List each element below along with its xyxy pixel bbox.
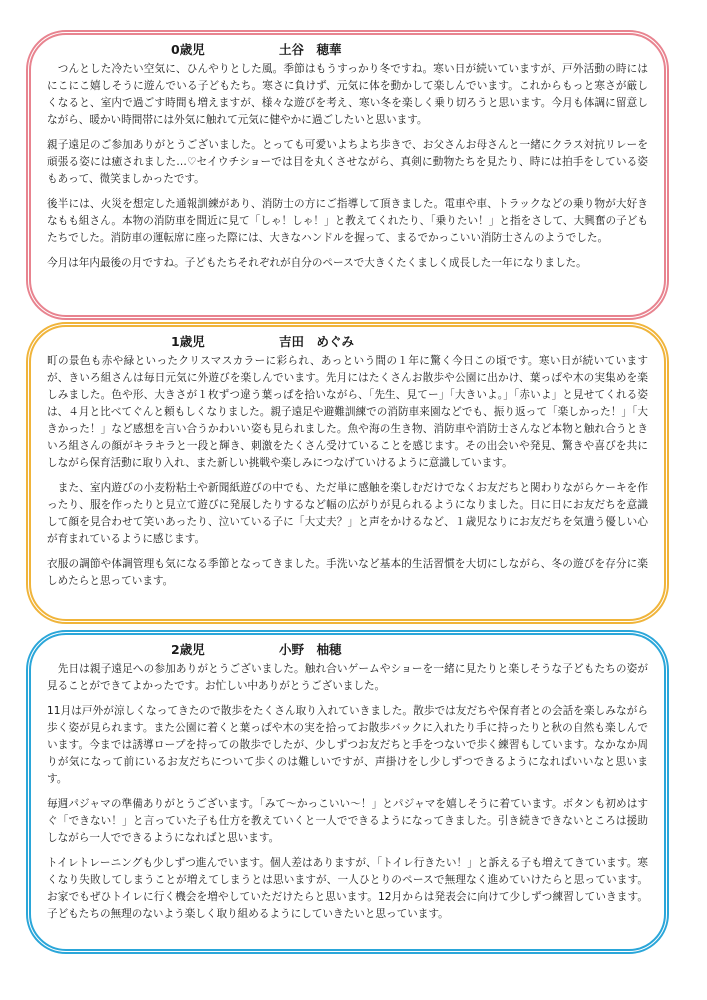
- class-2-section: [26, 630, 669, 954]
- paragraph: 毎週パジャマの準備ありがとうございます。「みて～かっこいい～！」とパジャマを嬉しそうに着ています。ボタンも初めはすぐ「できない！」と言っていた子も仕方を教えていくと一人でできるようになってきました。引き続きできないところは援助しながら一人でできるようになればと思います。: [47, 798, 648, 844]
- section-header: [47, 641, 648, 659]
- paragraph: 町の景色も赤や緑といったクリスマスカラーに彩られ、あっという間の１年に驚く今日この頃です。寒い日が続いていますが、きいろ組さんは毎日元気に外遊びを楽しんでいます。先月にはたくさんお散歩や公園に出かけ、葉っぱや木の実集めを楽しみました。色や形、大きさが１枚ずつ違う葉っぱを拾いながら、「先生、見てー」「大きいよ。」「赤いよ」と見せてくれる姿は、４月と比べてぐんと頼もしくなりました。親子遠足や避難訓練での消防車来園などでも、振り返って「楽しかった！」「大きかった！」など感想を言い合うかわいい姿も見られました。魚や海の生き物、消防車や消防士さんなど本物と触れ合うときいろ組さんの顔がキラキラと一段と輝き、刺激をたくさん受けていることを感じます。その出会いや発見、驚きや喜びを共にしながら保育活動に取り入れ、また新しい挑戦や楽しみにつなげていけるように意識しています。: [47, 355, 648, 469]
- paragraph: 後半には、火災を想定した通報訓練があり、消防士の方にご指導して頂きました。電車や車、トラックなどの乗り物が大好きなもも組さん。本物の消防車を間近に見て「しゃ！しゃ！」と教えてくれたり、「乗りたい！」と指をさして、大興奮の子どもたちでした。消防車の運転席に座った際には、大きなハンドルを握って、まるでかっこいい消防士さんのようでした。: [47, 198, 648, 244]
- paragraph: 衣服の調節や体調管理も気になる季節となってきました。手洗いなど基本的生活習慣を大切にしながら、冬の遊びを存分に楽しめたらと思っています。: [47, 558, 648, 587]
- class-name: 0歳児: [171, 42, 205, 57]
- teacher-name: 吉田 めぐみ: [279, 334, 355, 349]
- class-0-section: [26, 30, 669, 320]
- paragraph: 先日は親子遠足への参加ありがとうございました。触れ合いゲームやショーを一緒に見たりと楽しそうな子どもたちの姿が見ることができてよかったです。お忙しい中ありがとうございました。: [47, 663, 648, 692]
- class-name: 1歳児: [171, 334, 205, 349]
- teacher-name: 小野 柚穂: [279, 642, 342, 657]
- paragraph: つんとした冷たい空気に、ひんやりとした風。季節はもうすっかり冬ですね。寒い日が続いていますが、戸外活動の時にはにこにこ嬉しそうに遊んでいる子どもたち。寒さに負けず、元気に体を動かして楽しんでいます。これからもっと寒さが厳しくなると、室内で過ごす時間も増えますが、様々な遊びを考え、寒い冬を楽しく乗り切ろうと思います。今月も体調に留意しながら、暖かい時間帯には外気に触れて元気に健やかに過ごしたいと思います。: [47, 63, 648, 126]
- paragraph: また、室内遊びの小麦粉粘土や新聞紙遊びの中でも、ただ単に感触を楽しむだけでなくお友だちと関わりながらケーキを作ったり、服を作ったりと見立て遊びに発展したりするなど幅の広がりが見られるようになりました。日に日にお友だちを意識して顔を見合わせて笑いあったり、泣いている子に「大丈夫？」と声をかけるなど、１歳児なりにお友だちを気遣う優しい心が育まれているように感じます。: [47, 482, 648, 545]
- class-1-section: [26, 322, 669, 624]
- section-header: [47, 333, 648, 351]
- class-name: 2歳児: [171, 642, 205, 657]
- teacher-name: 土谷 穂華: [279, 42, 342, 57]
- paragraph: 親子遠足のご参加ありがとうございました。とっても可愛いよちよち歩きで、お父さんお母さんと一緒にクラス対抗リレーを頑張る姿には癒されました…♡セイウチショーでは目を丸くさせながら、真剣に動物たちを見たり、時には拍手をしている姿もあって、微笑ましかったです。: [47, 139, 648, 185]
- paragraph: 今月は年内最後の月ですね。子どもたちそれぞれが自分のペースで大きくたくましく成長した一年になりました。: [47, 257, 587, 269]
- paragraph: 11月は戸外が涼しくなってきたので散歩をたくさん取り入れていきました。散歩では友だちや保育者との会話を楽しみながら歩く姿が見られます。また公園に着くと葉っぱや木の実を拾ってお散歩バックに入れたり手に持ったりと秋の自然も楽しんでいます。今までは誘導ロープを持っての散歩でしたが、少しずつお友だちと手をつないで歩く練習もしています。なかなか周りが気になって前にいるお友だちについて歩くのは難しいですが、声掛けをし少しずつできるようになればいいなと思います。: [47, 705, 648, 785]
- paragraph: トイレトレーニングも少しずつ進んでいます。個人差はありますが、「トイレ行きたい！」と訴える子も増えてきています。寒くなり失敗してしまうことが増えてしまうとは思いますが、一人ひとりのペースで無理なく進めていけたらと思っています。お家でもぜひトイレに行く機会を増やしていただけたらと思います。12月からは発表会に向けて少しずつ練習していきます。子どもたちの無理のないよう楽しく取り組めるようにしていきたいと思っています。: [47, 857, 648, 920]
- section-header: [47, 41, 648, 59]
